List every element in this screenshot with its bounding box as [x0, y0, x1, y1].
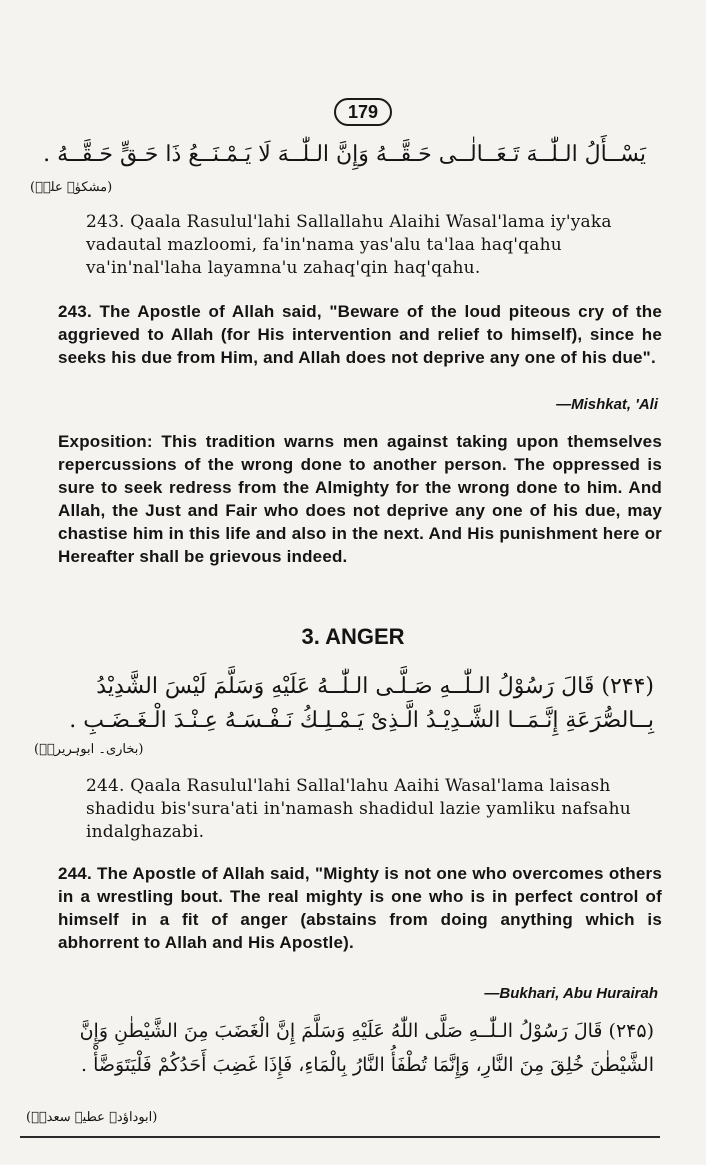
bottom-rule: [20, 1136, 660, 1138]
arabic-reference-243: (مشکوٰۃ علیؓ): [30, 180, 113, 195]
arabic-text-243: يَسْــأَلُ الـلّٰــهَ تَـعَــالٰــى حَـقَّــهُ وَإِنَّ الـلّٰــهَ لَا يَـمْـنَــعُ ذَا حَـقٍّ حَـقَّــهُ .: [43, 142, 646, 167]
source-243: —Mishkat, 'Ali: [556, 396, 658, 413]
arabic-text-244-line1: (۲۴۴) قَالَ رَسُوْلُ الـلّٰــهِ صَـلَّـى الـلّٰــهُ عَلَيْهِ وَسَلَّمَ لَيْسَ الشَّدِيْدُ: [96, 674, 654, 699]
transliteration-244: 244. Qaala Rasulul'lahi Sallal'lahu Aaihi Wasal'lama laisash shadidu bis'sura'ati in'namash shadidul lazie yamliku nafsahu indalghazabi.: [86, 776, 631, 842]
arabic-text-244-line2: بِــالصُّرَعَةِ إِنَّـمَــا الشَّـدِيْـدُ الَّـذِىْ يَـمْـلِـكُ نَـفْـسَـهُ عِـنْـدَ الْـغَـضَـبِ .: [69, 708, 654, 733]
source-244: —Bukhari, Abu Hurairah: [484, 985, 658, 1002]
exposition-label: Exposition:: [58, 432, 153, 451]
transliteration-243: 243. Qaala Rasulul'lahi Sallallahu Alaihi Wasal'lama iy'yaka vadautal mazloomi, fa'in'nama yas'alu ta'laa haq'qahu va'in'nal'laha layamna'u zahaq'qin haq'qahu.: [86, 212, 612, 278]
arabic-text-245-line1: (۲۴۵) قَالَ رَسُوْلُ الـلّٰــهِ صَلَّى اللّٰهُ عَلَيْهِ وَسَلَّمَ إِنَّ الْغَضَبَ مِنَ الشَّيْطٰنِ وَإِنَّ: [79, 1020, 654, 1042]
arabic-reference-244: (بخاری۔ ابوہریرہؓ): [34, 742, 144, 757]
translation-243: 243. The Apostle of Allah said, "Beware of the loud piteous cry of the aggrieved to Allah (for His intervention and relief to himself), since he seeks his due from Him, and Allah does not deprive any one of his due".: [58, 302, 662, 367]
arabic-text-245-line2: الشَّيْطٰنَ خُلِقَ مِنَ النَّارِ، وَإِنَّمَا تُطْفَأُ النَّارُ بِالْمَاءِ، فَإِذَا غَضِبَ أَحَدُكُمْ فَلْيَتَوَضَّأْ .: [81, 1054, 654, 1076]
page-number: 179: [334, 98, 392, 126]
section-heading: 3. ANGER: [301, 624, 405, 649]
arabic-reference-245: (ابوداؤد۔ عطیہ سعدیؓ): [26, 1110, 158, 1125]
exposition-243: [58, 430, 662, 568]
exposition-text: This tradition warns men against taking upon themselves repercussions of the wrong done to another person. The oppressed is sure to seek redress from the Almighty for the wrong done to him. And Allah, the Just and Fair who does not deprive any one of his due, may chastise him in this life and also in the next. And His punishment here or Hereafter shall be grievous indeed.: [58, 432, 662, 566]
translation-244: 244. The Apostle of Allah said, "Mighty is not one who overcomes others in a wrestling bout. The real mighty is one who is in perfect control of himself in a fit of anger (abstains from doing anything which is abhorrent to Allah and His Apostle).: [58, 864, 662, 952]
